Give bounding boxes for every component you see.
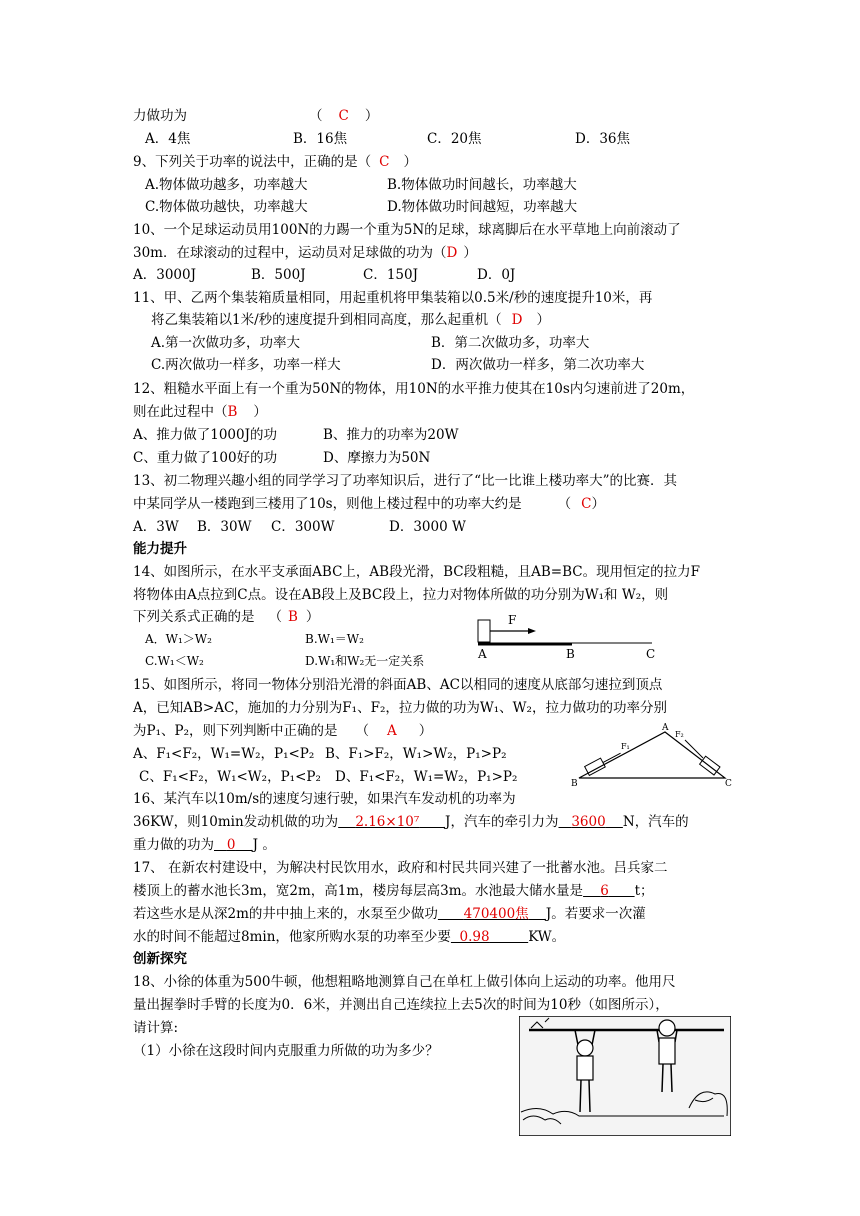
q16-line2 — [133, 813, 689, 831]
q15-diagram — [565, 722, 735, 792]
q12-stem: 则在此过程中（ — [133, 404, 228, 420]
q11-stem: 将乙集装箱以1米/秒的速度提升到相同高度，那么起重机（ — [151, 312, 502, 328]
q15-close: ） — [418, 723, 433, 739]
q12-line2 — [133, 403, 267, 421]
q9-option-c: C.物体做功越快，功率越大 — [145, 199, 308, 215]
q18-frame — [519, 1016, 731, 1136]
q10-close: ） — [463, 245, 477, 261]
q18-leg-right-1 — [589, 1080, 590, 1112]
q17-text-a: 楼顶上的蓄水池长3m，宽2m，高1m，楼房每层高3m。水池最大储水量是 — [133, 883, 584, 899]
q14-point-c: C — [646, 647, 656, 661]
q11-option-b: B．第二次做功多，功率大 — [431, 335, 590, 351]
q16-blank2 — [558, 814, 622, 830]
q15-triangle — [579, 732, 725, 778]
q12-option-c: C、重力做了100好的功 — [133, 450, 278, 466]
q18-line3: 请计算: — [133, 1020, 179, 1036]
q10-line2 — [133, 244, 477, 262]
q17-line3 — [133, 905, 646, 923]
q14-stem: 下列关系式正确的是 — [133, 609, 255, 625]
q17-text-e: 水的时间不能超过8min，他家所购水泵的功率至少要 — [133, 929, 451, 945]
q16-blank1 — [338, 814, 445, 830]
q18-leg-left-2 — [662, 1064, 663, 1092]
q11-option-a: A.第一次做功多，功率大 — [151, 335, 301, 351]
q16-text-b: J，汽车的牵引力为 — [445, 814, 559, 830]
q17-blank2 — [438, 906, 546, 922]
q17-text-b: t； — [634, 883, 654, 899]
q11-option-d: D．两次做功一样多，第二次功率大 — [431, 357, 645, 373]
q15-force1-label: F₁ — [621, 742, 630, 751]
q13-line1: 13、初二物理兴趣小组的同学学习了功率知识后，进行了“比一比谁上楼功率大”的比赛．其 — [133, 473, 677, 489]
q16-line1: 16、某汽车以10m/s的速度匀速行驶，如果汽车发动机的功率为 — [133, 791, 516, 807]
q15-stem: 为P₁、P₂，则下列判断中正确的是 — [133, 723, 338, 739]
q14-option-d: D.W₁和W₂无一定关系 — [305, 654, 425, 668]
q12-option-b: B、推力的功率为20W — [323, 427, 459, 443]
q17-text-f: KW。 — [528, 929, 566, 945]
q14-line2: 将物体由A点拉到C点。设在AB段上及BC段上，拉力对物体所做的功分别为W₁和 W₂，则 — [133, 587, 669, 603]
q14-force-label: F — [508, 613, 517, 627]
q16-line3 — [133, 836, 276, 854]
q15-option-d: D、F₁<F₂，W₁=W₂，P₁>P₂ — [335, 769, 518, 785]
q15-block-left — [585, 758, 606, 775]
q15-force2-label: F₂ — [675, 730, 684, 739]
q16-answer1: 2.16×10⁷ — [355, 814, 420, 830]
q15-line1: 15、如图所示，将同一物体分别沿光滑的斜面AB、AC以相同的速度从底部匀速拉到顶点 — [133, 677, 663, 693]
q18-head-2 — [659, 1020, 675, 1036]
q15-open: （ — [355, 723, 369, 739]
q14-figure — [470, 612, 670, 662]
q8-option-d: D．36焦 — [575, 131, 631, 147]
q13-option-c: C．300W — [271, 519, 335, 535]
q17-text-c: 若这些水是从深2m的井中抽上来的，水泵至少做功 — [133, 906, 438, 922]
q11-answer: D — [511, 312, 523, 328]
q14-option-c: C.W₁＜W₂ — [145, 654, 204, 668]
q13-option-d: D．3000 W — [389, 519, 466, 535]
q16-answer2: 3600 — [571, 814, 606, 830]
q14-option-b: B.W₁＝W₂ — [305, 632, 364, 646]
q15-option-b: B、F₁>F₂，W₁>W₂，P₁>P₂ — [325, 746, 507, 762]
q11-line2 — [151, 311, 550, 329]
q16-text-c: N，汽车的 — [622, 814, 689, 830]
q10-option-a: A．3000J — [133, 267, 197, 283]
q12-line1: 12、粗糙水平面上有一个重为50N的物体，用10N的水平推力使其在10s内匀速前进了20m， — [133, 381, 695, 397]
q15-point-c: C — [725, 779, 732, 789]
q13-open: （ — [557, 496, 572, 512]
q9-close: ） — [403, 154, 417, 170]
q15-line2: A，已知AB>AC，施加的力分别为F₁、F₂，拉力做的功为W₁、W₂，拉力做功的功率分别 — [133, 700, 667, 716]
q15-figure — [565, 722, 735, 792]
section-ability-heading: 能力提升 — [133, 541, 187, 557]
q10-option-b: B．500J — [251, 267, 306, 283]
q14-line3 — [133, 608, 319, 626]
q9-answer: C — [379, 154, 390, 170]
q10-stem: 30m．在球滚动的过程中，运动员对足球做的功为（ — [133, 245, 447, 261]
q18-body-1 — [577, 1056, 593, 1080]
q16-blank3 — [214, 837, 253, 853]
q10-option-d: D．0J — [477, 267, 516, 283]
q15-point-b: B — [571, 779, 578, 789]
q13-option-a: A．3W — [133, 519, 179, 535]
q16-text-d: 重力做的功为 — [133, 837, 214, 853]
q18-pullup-illustration — [519, 1016, 731, 1136]
q9-stem: 9、下列关于功率的说法中，正确的是（ — [133, 154, 372, 170]
q14-option-a: A．W₁＞W₂ — [145, 632, 212, 646]
q9-stem-line — [133, 153, 417, 171]
q10-line1: 10、一个足球运动员用100N的力踢一个重为5N的足球，球离脚后在水平草地上向前滚动了 — [133, 222, 681, 238]
q11-close: ） — [536, 312, 550, 328]
q17-answer1: 6 — [600, 883, 609, 899]
q9-option-d: D.物体做功时间越短，功率越大 — [387, 199, 578, 215]
q13-close: ） — [591, 496, 605, 512]
q14-point-b: B — [566, 647, 575, 661]
q18-sub1: （1）小徐在这段时间内克服重力所做的功为多少？ — [133, 1043, 439, 1059]
q13-line2 — [133, 495, 605, 513]
q14-point-a: A — [478, 647, 487, 661]
q17-answer3: 0.98 — [459, 929, 490, 945]
q16-text-e: J 。 — [252, 837, 276, 853]
q17-line4 — [133, 928, 565, 946]
q14-arrowhead — [528, 628, 536, 634]
q14-answer: B — [288, 609, 298, 625]
q8-option-c: C．20焦 — [427, 131, 482, 147]
q18-figure — [519, 1016, 731, 1136]
q10-answer: D — [446, 245, 458, 261]
q15-point-a: A — [662, 723, 669, 733]
q18-line1: 18、小徐的体重为500牛顿，他想粗略地测算自己在单杠上做引体向上运动的功率。他用尺 — [133, 974, 676, 990]
q14-open: （ — [268, 609, 282, 625]
q9-option-b: B.物体做功时间越长，功率越大 — [387, 177, 577, 193]
q18-leg-left-1 — [580, 1080, 581, 1112]
q15-line3 — [133, 722, 432, 740]
q18-body-2 — [659, 1038, 675, 1064]
q16-text-a: 36KW，则10min发动机做的功为 — [133, 814, 339, 830]
q11-line1: 11、甲、乙两个集装箱质量相同，用起重机将甲集装箱以0.5米/秒的速度提升10米，再 — [133, 290, 653, 306]
q12-option-d: D、摩擦力为50N — [323, 450, 431, 466]
q8-stem: 力做功为 — [133, 108, 187, 124]
q15-option-a: A、F₁<F₂，W₁=W₂，P₁<P₂ — [133, 746, 315, 762]
section-innovation-heading: 创新探究 — [133, 951, 187, 967]
q14-block — [478, 620, 490, 642]
q18-head-1 — [577, 1040, 593, 1056]
q17-text-d: J。若要求一次灌 — [545, 906, 646, 922]
q12-answer: B — [227, 404, 238, 420]
q17-line2 — [133, 882, 654, 900]
q13-option-b: B．30W — [197, 519, 252, 535]
q11-option-c: C.两次做功一样多，功率一样大 — [151, 357, 341, 373]
q17-line1: 17、 在新农村建设中，为解决村民饮用水，政府和村民共同兴建了一批蓄水池。吕兵家二 — [133, 860, 668, 876]
q14-diagram — [470, 612, 670, 662]
q18-line2: 量出握拳时手臂的长度为0．6米，并测出自己连续拉上去5次的时间为10秒（如图所示）， — [133, 997, 669, 1013]
q8-stem-line: 力做功为 （ C ） — [133, 108, 379, 124]
q13-answer: C — [581, 496, 592, 512]
q10-option-c: C．150J — [363, 267, 419, 283]
q15-option-c: C、F₁<F₂，W₁<W₂，P₁<P₂ — [139, 769, 321, 785]
q13-stem: 中某同学从一楼跑到三楼用了10s，则他上楼过程中的功率大约是 — [133, 496, 522, 512]
q14-line1: 14、如图所示，在水平支承面ABC上，AB段光滑，BC段粗糙，且AB=BC。现用恒定的拉力F — [133, 564, 700, 580]
q14-close: ） — [305, 609, 320, 625]
q17-blank1 — [583, 883, 635, 899]
q8-option-a: A．4焦 — [145, 131, 191, 147]
q12-option-a: A、推力做了1000J的功 — [133, 427, 278, 443]
q16-answer3: 0 — [226, 837, 236, 853]
q9-option-a: A.物体做功越多，功率越大 — [145, 177, 308, 193]
q17-blank3 — [451, 929, 528, 945]
q8-answer: C — [338, 108, 349, 124]
q17-answer2: 470400焦 — [463, 906, 529, 922]
q15-answer: A — [387, 723, 397, 739]
q8-option-b: B．16焦 — [293, 131, 348, 147]
q12-close: ） — [253, 404, 267, 420]
q18-leg-right-2 — [671, 1064, 672, 1092]
